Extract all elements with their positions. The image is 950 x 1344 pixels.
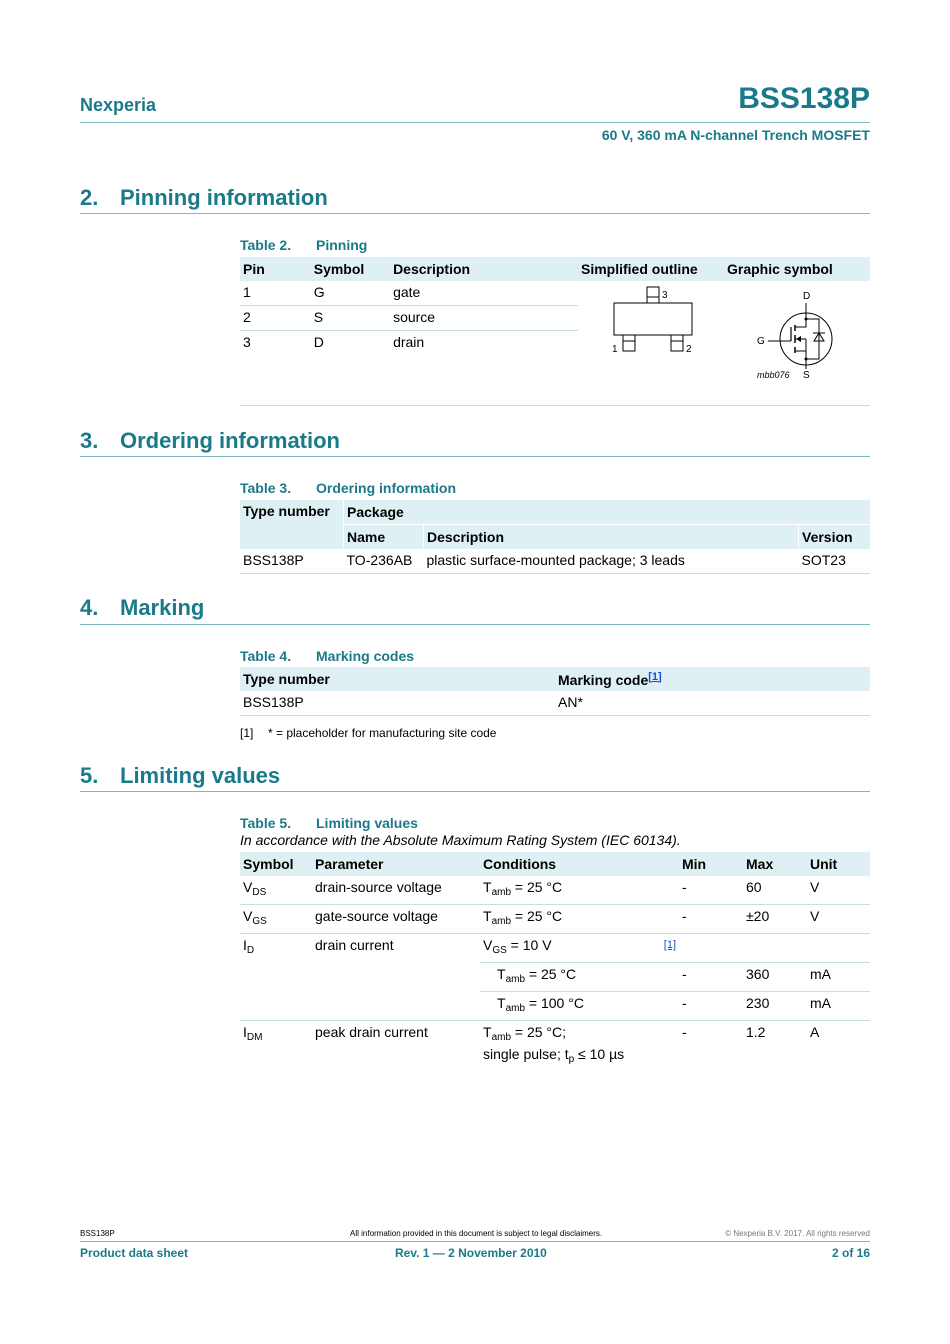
type-number-cell: BSS138P [240,691,555,716]
col-header-description: Description [390,257,578,281]
col-header-outline: Simplified outline [578,257,724,281]
table-caption-text: Ordering information [316,480,456,496]
col-header-marking-code [555,667,870,691]
table-label: Table 2. [240,237,292,253]
pin-cell: 2 [240,306,311,331]
col-header-package: Package [344,500,871,525]
table-row [240,905,870,934]
col-header-symbol: Symbol [240,852,312,876]
conditions-cell: $V_{GS} = 10$ V [1] [480,934,679,963]
col-header-pin: Pin [240,257,311,281]
mosfet-symbol-drawing [727,281,867,381]
table-row [240,876,870,905]
table-header-row [240,852,870,876]
table-header-row [240,257,870,281]
description-cell: gate [390,281,578,306]
col-header-conditions: Conditions [480,852,679,876]
min-cell: - [682,1024,687,1040]
pin-cell: 3 [243,334,251,350]
marking-code-cell: AN* [555,691,870,716]
table-caption-marking [240,648,414,664]
conditions-cell: $T_{amb} = 25$ °C [480,905,679,934]
section-number: 2. [80,185,99,210]
section-divider [80,791,870,792]
max-cell: 60 [743,876,807,905]
footnote-text: * = placeholder for manufacturing site code [268,726,497,740]
footer-revision: Rev. 1 — 2 November 2010 [395,1246,547,1260]
header-divider [80,122,870,123]
table-row [240,549,870,574]
col-header-parameter: Parameter [312,852,480,876]
unit-cell: V [807,876,870,905]
max-cell: ±20 [743,905,807,934]
parameter-cell: drain-source voltage [312,876,480,905]
footer-copyright: © Nexperia B.V. 2017. All rights reserved [725,1229,870,1238]
version-cell: SOT23 [799,549,871,574]
section-divider [80,456,870,457]
table-footnote [240,726,496,740]
min-cell: - [679,963,743,992]
section-number: 5. [80,763,99,788]
table-row [240,281,870,306]
col-header-description: Description [424,525,799,550]
unit-cell [807,934,870,963]
section-title-ordering [80,428,340,454]
conditions-cell: $T_{amb} = 100$ °C [480,992,679,1021]
footnote-ref-link[interactable]: [1] [648,670,662,683]
table-caption-ordering [240,480,456,496]
symbol-cell: $V_{DS}$ [240,876,312,905]
footer-part-number: BSS138P [80,1229,115,1238]
section-heading: Pinning information [120,185,328,210]
outline-figure-cell [578,281,724,406]
min-cell [679,934,743,963]
table-caption-pinning [240,237,367,253]
section-title-marking [80,595,204,621]
pin2-label: 2 [685,344,692,355]
pin2-lead [671,335,683,351]
type-number-cell: BSS138P [240,549,344,574]
footnote-number: [1] [240,726,254,740]
col-header-symbol: Symbol [311,257,390,281]
conditions-cell: $T_{amb} = 25$ °C; single pulse; $t_p \le 10$ µs [483,1024,625,1065]
col-header-min: Min [679,852,743,876]
footer-page-number: 2 of 16 [831,1246,870,1260]
section-heading: Limiting values [120,763,281,788]
table-label: Table 5. [240,815,292,831]
footer-doc-type: Product data sheet [80,1246,189,1260]
unit-cell: mA [807,992,870,1021]
unit-cell: A [810,1024,820,1040]
ordering-table [240,500,870,574]
min-cell: - [679,905,743,934]
table-caption-text: Pinning [316,237,368,253]
table-note: In accordance with the Absolute Maximum Rating System (IEC 60134). [240,832,681,848]
drain-label: D [803,291,811,302]
brand-name: Nexperia [80,95,157,115]
section-number: 3. [80,428,99,453]
parameter-cell: peak drain current [315,1024,428,1040]
conditions-cell: $T_{amb} = 25$ °C [480,876,679,905]
pinning-table [240,257,870,406]
table-label: Table 3. [240,480,292,496]
min-cell: - [679,992,743,1021]
description-cell: source [390,306,578,331]
table-row [240,934,870,963]
section-number: 4. [80,595,99,620]
max-cell: 230 [743,992,807,1021]
max-cell [743,934,807,963]
symbol-cell: S [311,306,390,331]
symbol-cell: D [313,334,324,350]
table-row [240,691,870,716]
table-header-row [240,500,870,525]
footer-divider [80,1241,870,1242]
min-cell: - [679,876,743,905]
section-divider [80,624,870,625]
pin-cell: 1 [240,281,311,306]
package-body [614,303,692,335]
marking-code-header-text: Marking code [558,671,649,688]
document-subtitle: 60 V, 360 mA N-channel Trench MOSFET [601,127,870,143]
section-title-limiting [80,763,280,789]
symbol-cell: $I_D$ [240,934,312,1021]
figure-ref-label: mbb076 [757,370,790,380]
parameter-cell: drain current [312,934,480,1021]
max-cell: 1.2 [746,1024,766,1040]
table-caption-text: Limiting values [316,815,418,831]
marking-table [240,667,870,716]
graphic-symbol-cell [724,281,870,406]
source-label: S [803,370,810,381]
col-header-version: Version [799,525,871,550]
symbol-cell: G [311,281,390,306]
footnote-ref-link[interactable]: [1] [663,939,676,951]
limiting-values-table [240,852,870,1068]
sot23-outline-drawing [581,281,721,381]
symbol-cell: $I_{DM}$ [243,1024,263,1043]
document-title: BSS138P [738,82,870,115]
pin1-label: 1 [611,344,618,355]
table-caption-limiting [240,815,418,831]
col-header-name: Name [344,525,424,550]
table-row [240,1021,870,1069]
symbol-cell: $V_{GS}$ [240,905,312,934]
description-cell: drain [393,334,425,350]
col-header-graphic: Graphic symbol [724,257,870,281]
parameter-cell: gate-source voltage [312,905,480,934]
col-header-type-number: Type number [240,500,344,549]
table-label: Table 4. [240,648,292,664]
pin1-lead [623,335,635,351]
table-header-row [240,667,870,691]
pin3-label: 3 [661,290,668,301]
col-header-unit: Unit [807,852,870,876]
name-cell: TO-236AB [344,549,424,574]
max-cell: 360 [743,963,807,992]
unit-cell: mA [807,963,870,992]
col-header-max: Max [743,852,807,876]
footer-disclaimer: All information provided in this document is subject to legal disclaimers. [350,1229,603,1238]
section-title-pinning [80,185,328,211]
section-heading: Ordering information [120,428,340,453]
table-caption-text: Marking codes [316,648,415,664]
description-cell: plastic surface-mounted package; 3 leads [424,549,799,574]
gate-label: G [757,336,765,347]
pin3-lead [647,287,659,303]
section-divider [80,213,870,214]
col-header-type-number: Type number [240,667,555,691]
unit-cell: V [807,905,870,934]
conditions-cell: $T_{amb} = 25$ °C [480,963,679,992]
section-heading: Marking [120,595,205,620]
